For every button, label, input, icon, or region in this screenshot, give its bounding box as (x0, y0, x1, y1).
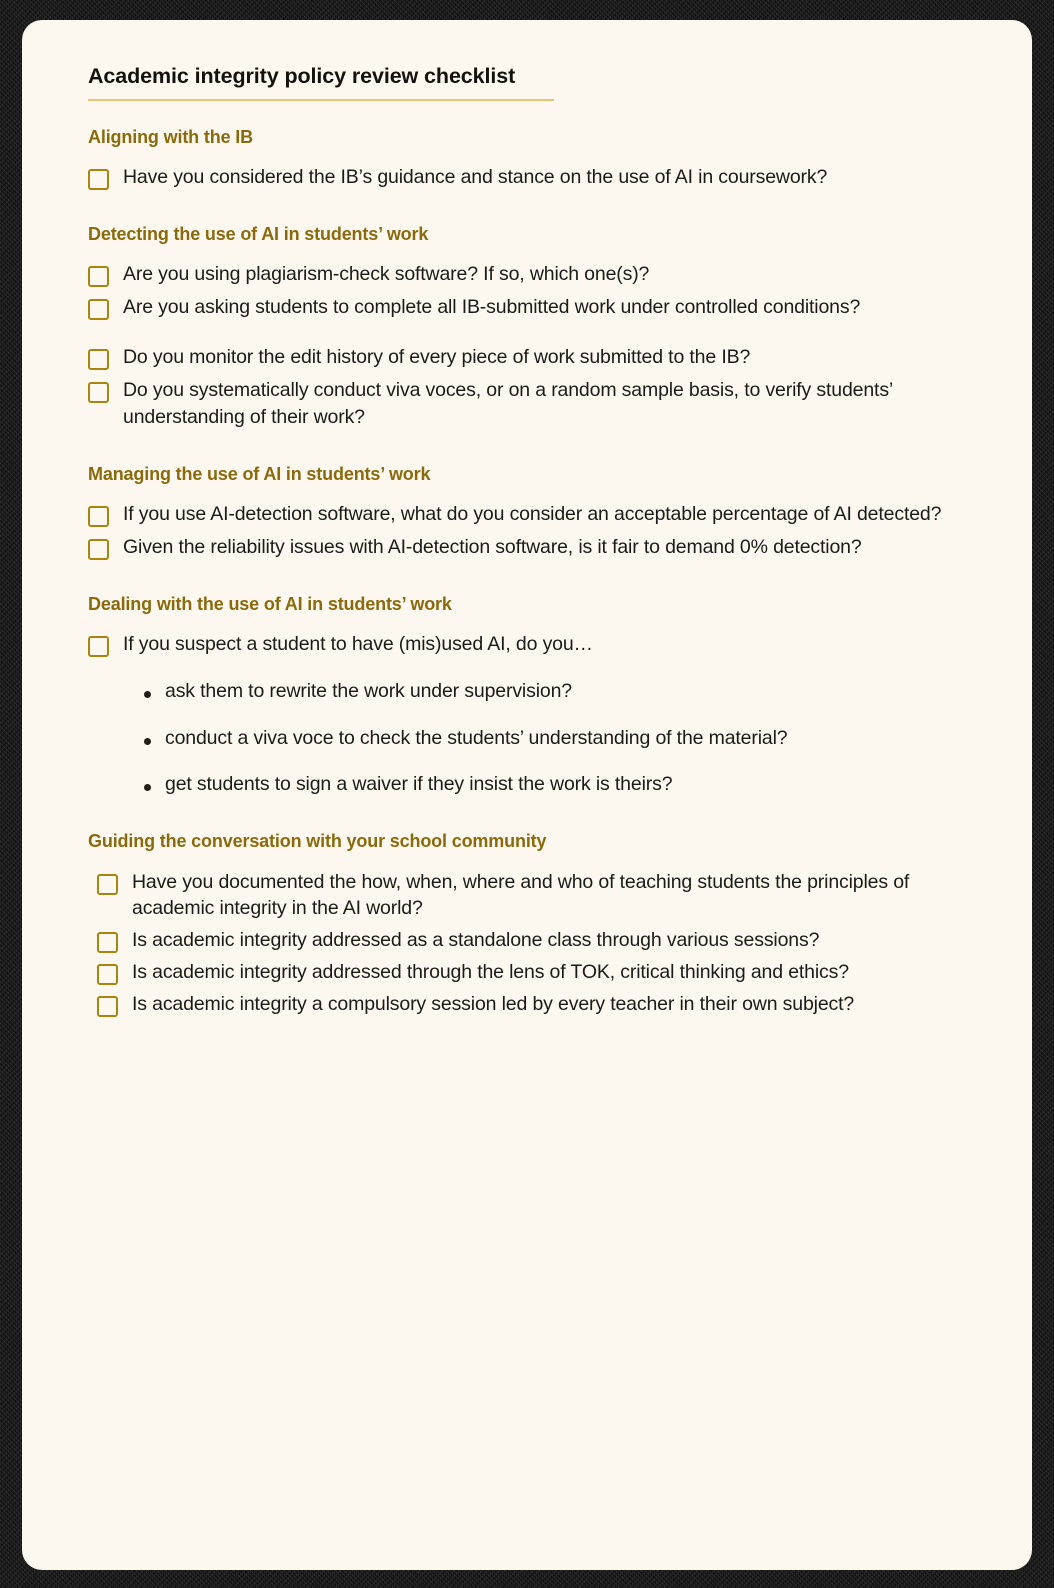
checklist-item-label: Do you monitor the edit history of every piece of work submitted to the IB? (123, 345, 751, 368)
checklist-item[interactable] (88, 991, 992, 1018)
sub-list-item (144, 725, 992, 753)
checkbox-icon[interactable] (97, 964, 118, 985)
bullet-icon (144, 784, 151, 791)
checklist-item-label: If you use AI-detection software, what do you consider an acceptable percentage of AI detected? (123, 503, 942, 526)
checkbox-icon[interactable] (97, 996, 118, 1017)
checklist-item-label: Are you asking students to complete all IB-submitted work under controlled conditions? (123, 296, 861, 319)
section-heading-guiding-the-conversation: Guiding the conversation with your school community (88, 831, 547, 852)
checklist-item[interactable] (88, 164, 992, 192)
section-heading-dealing-with-the-use-of-ai: Dealing with the use of AI in students’ work (88, 593, 452, 614)
sub-list-item-label: ask them to rewrite the work under supervision? (165, 679, 572, 702)
checklist-item-label: Have you considered the IB’s guidance and stance on the use of AI in coursework? (123, 166, 828, 189)
checkbox-icon[interactable] (88, 299, 109, 320)
sub-list-item-label: get students to sign a waiver if they insist the work is theirs? (165, 773, 673, 796)
checklist-item[interactable] (88, 294, 992, 322)
checklist-item[interactable] (88, 501, 992, 529)
checklist-item-label: Do you systematically conduct viva voces, or on a random sample basis, to verify students’ understanding of their work? (123, 378, 893, 429)
checklist-item-label: Is academic integrity addressed through the lens of TOK, critical thinking and ethics? (132, 961, 849, 984)
checklist-card (22, 20, 1032, 1570)
bullet-icon (144, 738, 151, 745)
checklist-item-label: Are you using plagiarism-check software? If so, which one(s)? (123, 263, 650, 286)
checklist-content (22, 20, 1032, 1018)
checkbox-icon[interactable] (97, 874, 118, 895)
checkbox-icon[interactable] (88, 349, 109, 370)
checklist-item-label: Have you documented the how, when, where and who of teaching students the principles of academic integrity in the AI world? (132, 870, 910, 920)
checklist-item[interactable] (88, 959, 992, 986)
sub-list-item (144, 771, 992, 799)
checkbox-icon[interactable] (88, 169, 109, 190)
section-heading-managing-the-use-of-ai: Managing the use of AI in students’ work (88, 463, 431, 484)
checklist-item[interactable] (88, 869, 992, 923)
checkbox-icon[interactable] (88, 636, 109, 657)
checklist-item[interactable] (88, 534, 992, 562)
checkbox-icon[interactable] (88, 506, 109, 527)
section-heading-detecting-the-use-of-ai: Detecting the use of AI in students’ work (88, 223, 429, 244)
checklist-item-label: Is academic integrity addressed as a standalone class through various sessions? (132, 929, 820, 952)
checkbox-icon[interactable] (88, 266, 109, 287)
checklist-item-label: Given the reliability issues with AI-detection software, is it fair to demand 0% detection? (123, 536, 862, 559)
section-heading-aligning-with-the-ib: Aligning with the IB (88, 126, 253, 147)
checklist-item[interactable] (88, 927, 992, 954)
title-divider (88, 99, 554, 101)
checklist-item[interactable] (88, 261, 992, 289)
checklist-item[interactable] (88, 631, 992, 659)
sub-list-item (144, 678, 992, 706)
page-title: Academic integrity policy review checklist (88, 64, 516, 88)
checklist-item-label: Is academic integrity a compulsory session led by every teacher in their own subject? (132, 993, 855, 1016)
checklist-item[interactable] (88, 344, 992, 372)
checkbox-icon[interactable] (97, 932, 118, 953)
checklist-item[interactable] (88, 377, 992, 432)
sub-list-item-label: conduct a viva voce to check the students’ understanding of the material? (165, 726, 788, 749)
checkbox-icon[interactable] (88, 539, 109, 560)
checkbox-icon[interactable] (88, 382, 109, 403)
bullet-icon (144, 691, 151, 698)
checklist-group-guiding (88, 869, 992, 1019)
checklist-item-label: If you suspect a student to have (mis)used AI, do you… (123, 633, 593, 656)
